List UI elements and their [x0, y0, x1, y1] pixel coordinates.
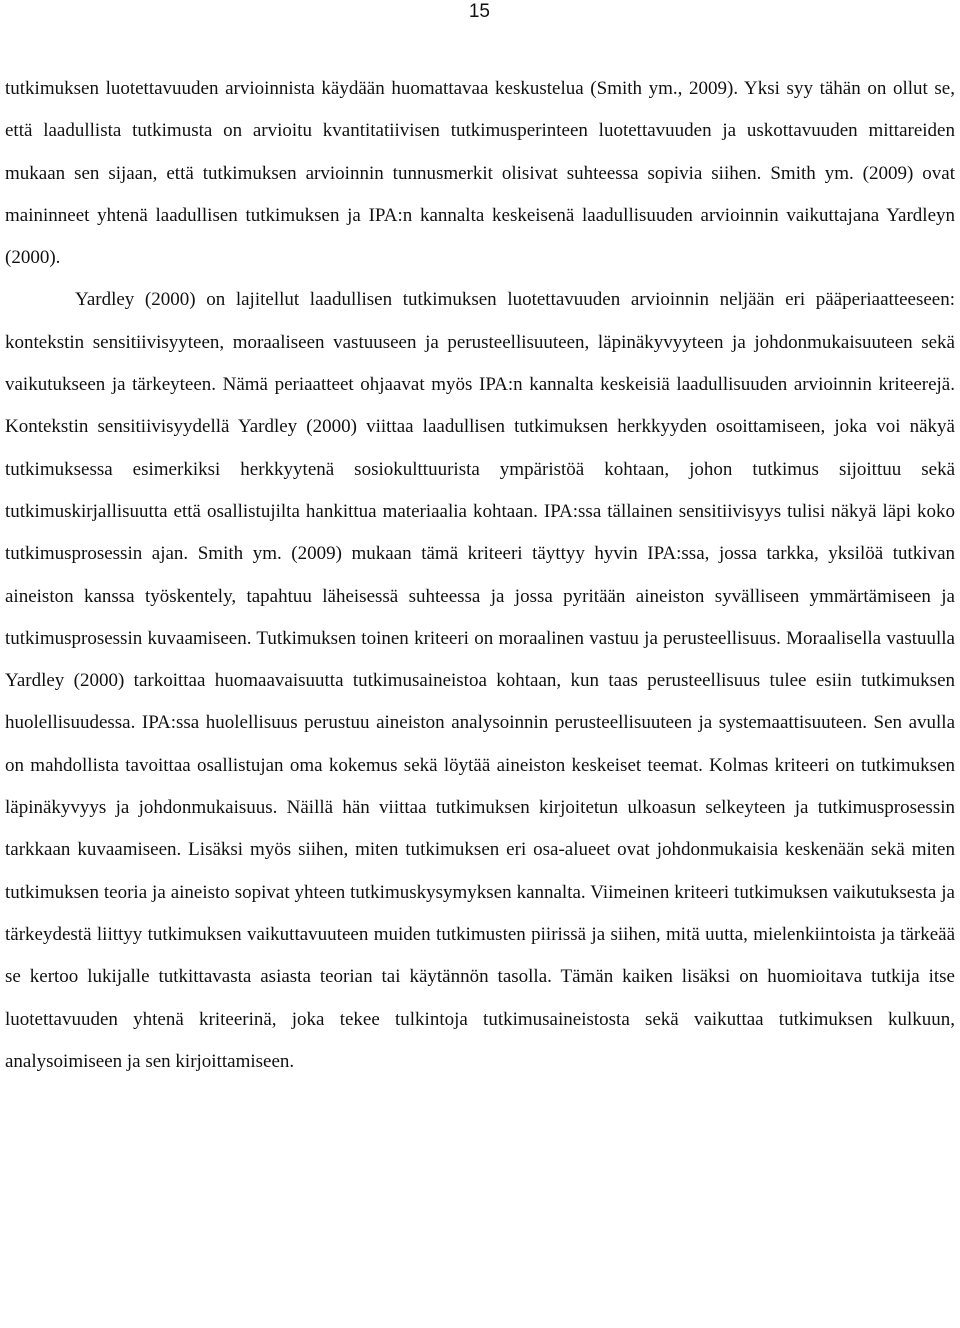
page-number: 15: [468, 1, 490, 22]
paragraph-1: tutkimuksen luotettavuuden arvioinnista käydään huomattavaa keskustelua (Smith ym., 2009). Yksi syy tähän on ollut se, että laadullista tutkimusta on arvioitu kvantitatiivisen tutkimusperinteen luotettavuuden ja uskottavuuden mittareiden mukaan sen sijaan, että tutkimuksen arvioinnin tunnusmerkit olisivat suhteessa sopivia siihen. Smith ym. (2009) ovat maininneet yhtenä laadullisen tutkimuksen ja IPA:n kannalta keskeisenä laadullisuuden arvioinnin vaikuttajana Yardleyn (2000).: [5, 78, 955, 269]
paragraph-2: Yardley (2000) on lajitellut laadullisen tutkimuksen luotettavuuden arvioinnin neljään eri pääperiaatteeseen: kontekstin sensitiivisyyteen, moraaliseen vastuuseen ja perusteellisuuteen, läpinäkyvyyteen ja johdonmukaisuuteen sekä vaikutukseen ja tärkeyteen. Nämä periaatteet ohjaavat myös IPA:n kannalta keskeisiä laadullisuuden arvioinnin kriteerejä. Kontekstin sensitiivisyydellä Yardley (2000) viittaa laadullisen tutkimuksen herkkyyden osoittamiseen, joka voi näkyä tutkimuksessa esimerkiksi herkkyytenä sosiokulttuurista ympäristöä kohtaan, johon tutkimus sijoittuu sekä tutkimuskirjallisuutta että osallistujilta hankittua materiaalia kohtaan. IPA:ssa tällainen sensitiivisyys tulisi näkyä läpi koko tutkimusprosessin ajan. Smith ym. (2009) mukaan tämä kriteeri täyttyy hyvin IPA:ssa, jossa tarkka, yksilöä tutkivan aineiston kanssa työskentely, tapahtuu läheisessä suhteessa ja jossa pyritään aineiston syvälliseen ymmärtämiseen ja tutkimusprosessin kuvaamiseen. Tutkimuksen toinen kriteeri on moraalinen vastuu ja perusteellisuus. Moraalisella vastuulla Yardley (2000) tarkoittaa huomaavaisuutta tutkimusaineistoa kohtaan, kun taas perusteellisuus tulee esiin tutkimuksen huolellisuudessa. IPA:ssa huolellisuus perustuu aineiston analysoinnin perusteellisuuteen ja systemaattisuuteen. Sen avulla on mahdollista tavoittaa osallistujan oma kokemus sekä löytää aineiston keskeiset teemat. Kolmas kriteeri on tutkimuksen läpinäkyvyys ja johdonmukaisuus. Näillä hän viittaa tutkimuksen kirjoitetun ulkoasun selkeyteen ja tutkimusprosessin tarkkaan kuvaamiseen. Lisäksi myös siihen, miten tutkimuksen eri osa-alueet ovat johdonmukaisia keskenään sekä miten tutkimuksen teoria ja aineisto sopivat yhteen tutkimuskysymyksen kannalta. Viimeinen kriteeri tutkimuksen vaikutuksesta ja tärkeydestä liittyy tutkimuksen vaikuttavuuteen muiden tutkimusten piirissä ja siihen, mitä uutta, mielenkiintoista ja tärkeää se kertoo lukijalle tutkittavasta asiasta teorian tai käytännön tasolla. Tämän kaiken lisäksi on huomioitava tutkija itse luotettavuuden yhtenä kriteerinä, joka tekee tulkintoja tutkimusaineistosta sekä vaikuttaa tutkimuksen kulkuun, analysoimiseen ja sen kirjoittamiseen.: [5, 289, 955, 1072]
body-text: [5, 68, 955, 1083]
